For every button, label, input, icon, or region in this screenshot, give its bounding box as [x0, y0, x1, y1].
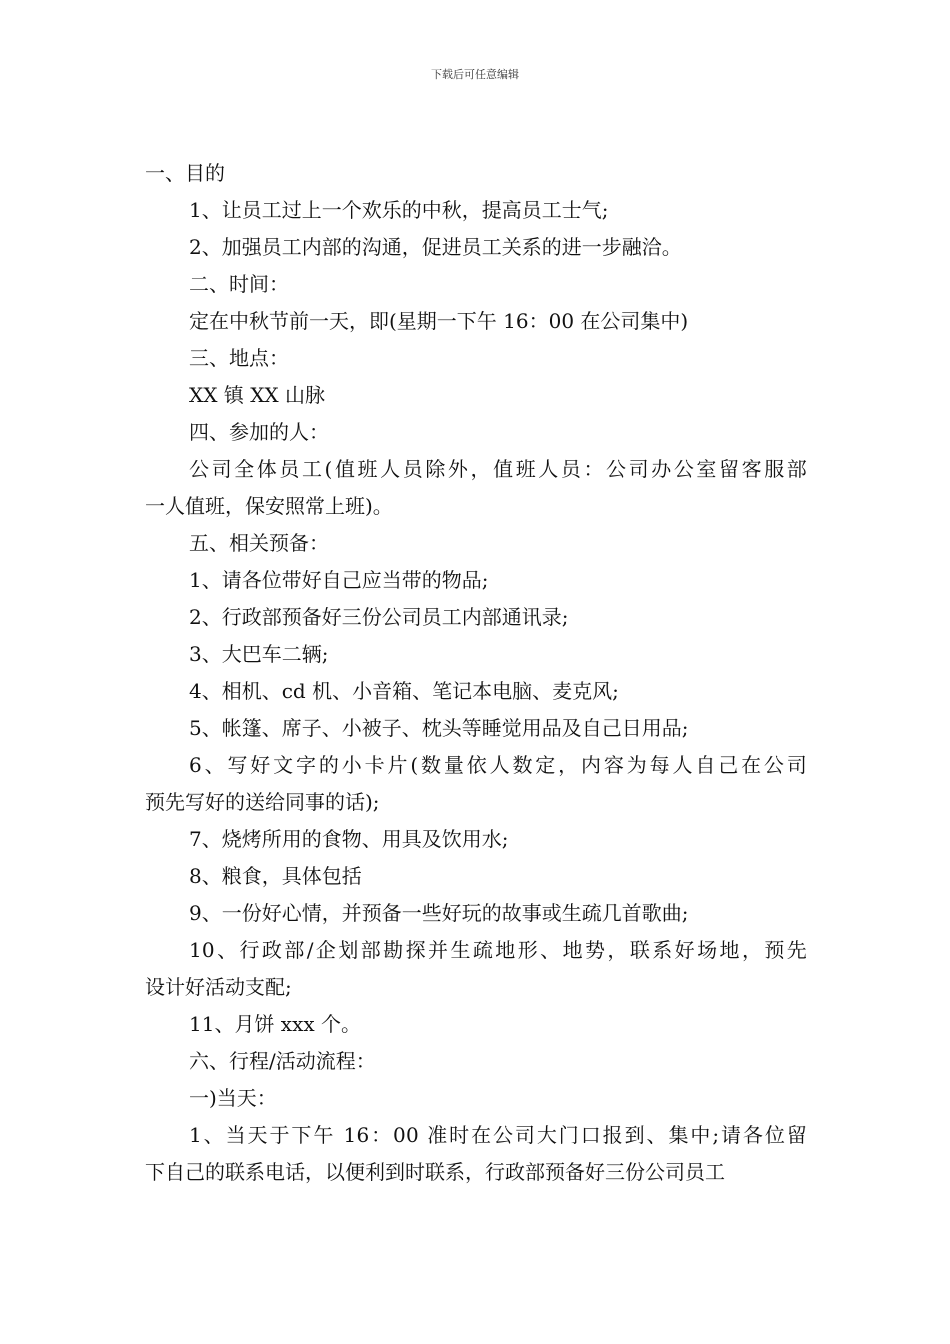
list-item: 2、加强员工内部的沟通，促进员工关系的进一步融洽。	[189, 235, 682, 259]
list-item: 7、烧烤所用的食物、用具及饮用水;	[189, 827, 509, 851]
list-item: 5、帐篷、席子、小被子、枕头等睡觉用品及自己日用品;	[189, 716, 689, 740]
list-item: 1、请各位带好自己应当带的物品;	[189, 568, 489, 592]
page-header-note: 下载后可任意编辑	[431, 68, 519, 81]
paragraph-participants-cont: 一人值班，保安照常上班)。	[145, 494, 393, 518]
list-item: 8、粮食，具体包括	[189, 864, 362, 888]
section-heading-time: 二、时间：	[189, 272, 289, 296]
paragraph-time: 定在中秋节前一天，即(星期一下午 16：00 在公司集中)	[189, 309, 689, 333]
document-body	[145, 155, 807, 1191]
list-item-cont: 设计好活动支配;	[145, 975, 292, 999]
section-heading-preparation: 五、相关预备：	[189, 531, 329, 555]
list-item-cont: 下自己的联系电话，以便利到时联系，行政部预备好三份公司员工	[145, 1160, 725, 1184]
paragraph-location: XX 镇 XX 山脉	[189, 383, 326, 407]
list-item: 10、行政部/企划部勘探并生疏地形、地势，联系好场地，预先	[189, 938, 807, 962]
list-item: 1、让员工过上一个欢乐的中秋，提高员工士气;	[189, 198, 609, 222]
subsection-heading-day: 一)当天：	[189, 1086, 277, 1110]
list-item-cont: 预先写好的送给同事的话);	[145, 790, 380, 814]
list-item: 11、月饼 xxx 个。	[189, 1012, 362, 1036]
list-item: 1、当天于下午 16：00 准时在公司大门口报到、集中;请各位留	[189, 1123, 807, 1147]
section-heading-schedule: 六、行程/活动流程：	[189, 1049, 376, 1073]
paragraph-participants: 公司全体员工(值班人员除外，值班人员：公司办公室留客服部	[189, 457, 807, 481]
list-item: 3、大巴车二辆;	[189, 642, 329, 666]
section-heading-purpose: 一、目的	[145, 161, 225, 185]
section-heading-participants: 四、参加的人：	[189, 420, 329, 444]
list-item: 6、写好文字的小卡片(数量依人数定，内容为每人自己在公司	[189, 753, 807, 777]
list-item: 4、相机、cd 机、小音箱、笔记本电脑、麦克风;	[189, 679, 619, 703]
list-item: 2、行政部预备好三份公司员工内部通讯录;	[189, 605, 569, 629]
section-heading-location: 三、地点：	[189, 346, 289, 370]
list-item: 9、一份好心情，并预备一些好玩的故事或生疏几首歌曲;	[189, 901, 689, 925]
